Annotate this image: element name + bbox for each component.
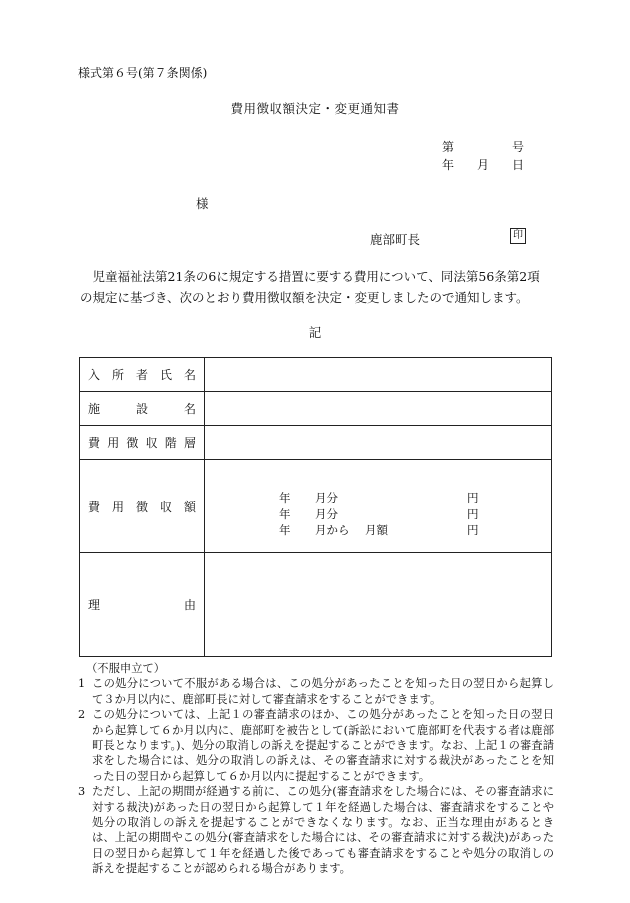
seal-box: 印 bbox=[510, 228, 526, 244]
appeal-item bbox=[78, 707, 554, 784]
fee-line-month: 月分 bbox=[315, 507, 338, 521]
appeal-notice bbox=[78, 661, 554, 877]
table-label-char: 名 bbox=[183, 368, 196, 382]
table-label-char: 入 bbox=[88, 368, 101, 382]
table-row-resident-name bbox=[80, 358, 552, 392]
table-label-char: 用 bbox=[107, 436, 120, 450]
body-paragraph-text: 児童福祉法第21条の6に規定する措置に要する費用について、同法第56条第2項の規定に基づき、次のとおり費用徴収額を決定・変更しましたので通知します。 bbox=[80, 269, 540, 305]
table-label-char: 徴 bbox=[126, 436, 139, 450]
ref-dai: 第 bbox=[442, 140, 455, 154]
appeal-heading: （不服申立て） bbox=[86, 662, 166, 675]
appeal-item bbox=[78, 676, 554, 707]
body-paragraph bbox=[80, 266, 552, 308]
table-label-char: 階 bbox=[164, 436, 177, 450]
table-row-reason bbox=[80, 553, 552, 657]
appeal-item-text: この処分について不服がある場合は、この処分があったことを知った日の翌日から起算して３か月以内に、鹿部町長に対して審査請求をすることができます。 bbox=[92, 677, 554, 706]
fee-line-month: 月分 bbox=[315, 491, 338, 505]
date-month: 月 bbox=[477, 158, 490, 172]
facility-value bbox=[205, 392, 552, 426]
appeal-item-number: 3 bbox=[78, 785, 86, 799]
addressee-suffix: 様 bbox=[196, 196, 209, 211]
table-label-cell bbox=[80, 392, 205, 426]
table-row-fee-amount bbox=[80, 460, 552, 553]
reason-value bbox=[205, 553, 552, 657]
fee-line-year: 年 bbox=[279, 491, 291, 505]
info-table bbox=[79, 357, 552, 657]
fee-line-yen: 円 bbox=[467, 523, 479, 537]
ki-heading: 記 bbox=[308, 325, 322, 340]
table-label-char: 費 bbox=[88, 499, 101, 514]
table-label-char: 収 bbox=[159, 499, 172, 514]
fee-amount-value bbox=[205, 460, 552, 553]
table-label-cell bbox=[80, 460, 205, 553]
appeal-item-number: 1 bbox=[78, 677, 86, 691]
fee-line-year: 年 bbox=[279, 507, 291, 521]
fee-line-year: 年 bbox=[279, 523, 291, 537]
resident-name-value bbox=[205, 358, 552, 392]
table-label-char: 施 bbox=[88, 402, 101, 416]
table-label-char: 額 bbox=[183, 499, 196, 514]
table-label-char: 名 bbox=[183, 402, 196, 416]
date-day: 日 bbox=[512, 158, 525, 172]
appeal-item-number: 2 bbox=[78, 708, 86, 722]
table-row-facility bbox=[80, 392, 552, 426]
table-label-cell bbox=[80, 358, 205, 392]
appeal-item-text: この処分については、上記１の審査請求のほか、この処分があったことを知った日の翌日から起算して６か月以内に、鹿部町を被告として(訴訟において鹿部町を代表する者は鹿部町長となります。)、処分の取消しの訴えを提起することができます。なお、上記１の審査請求をした場合には、処分の取消しの訴えは、その審査請求に対する裁決があったことを知った日の翌日から起算して６か月以内に提起することができます。 bbox=[92, 708, 554, 783]
table-label-char: 氏 bbox=[159, 368, 172, 382]
table-label-char: 設 bbox=[135, 402, 148, 416]
appeal-item bbox=[78, 784, 554, 876]
fee-class-value bbox=[205, 426, 552, 460]
date-year: 年 bbox=[442, 158, 455, 172]
table-label-char: 用 bbox=[111, 499, 124, 514]
table-label-char: 徴 bbox=[135, 499, 148, 514]
table-label-char: 収 bbox=[145, 436, 158, 450]
table-row-fee-class bbox=[80, 426, 552, 460]
table-label-char: 所 bbox=[111, 368, 124, 382]
fee-line-yen: 円 bbox=[467, 507, 479, 521]
table-label-char: 費 bbox=[88, 436, 101, 450]
fee-line-yen: 円 bbox=[467, 491, 479, 505]
form-number: 様式第６号(第７条関係) bbox=[78, 66, 208, 80]
table-label-char: 者 bbox=[135, 368, 148, 382]
fee-line-month: 月から bbox=[315, 523, 350, 537]
table-label-char: 理 bbox=[88, 598, 101, 612]
fee-line-monthly: 月額 bbox=[365, 523, 388, 537]
table-label-cell bbox=[80, 553, 205, 657]
appeal-item-text: ただし、上記の期間が経過する前に、この処分(審査請求をした場合には、その審査請求に対する裁決)があった日の翌日から起算して１年を経過した場合は、審査請求をすることや処分の取消しの訴えを提起することができなくなります。なお、正当な理由があるときは、上記の期間やこの処分(審査請求をした場合には、その審査請求に対する裁決)があった日の翌日から起算して１年を経過した後であっても審査請求をすることや処分の取消しの訴えを提起することが認められる場合があります。 bbox=[92, 785, 554, 876]
table-label-cell bbox=[80, 426, 205, 460]
document-title: 費用徴収額決定・変更通知書 bbox=[230, 101, 400, 116]
table-label-char: 層 bbox=[183, 436, 196, 450]
issuer-name: 鹿部町長 bbox=[370, 232, 421, 247]
table-label-char: 由 bbox=[183, 598, 196, 612]
ref-go: 号 bbox=[512, 140, 525, 154]
